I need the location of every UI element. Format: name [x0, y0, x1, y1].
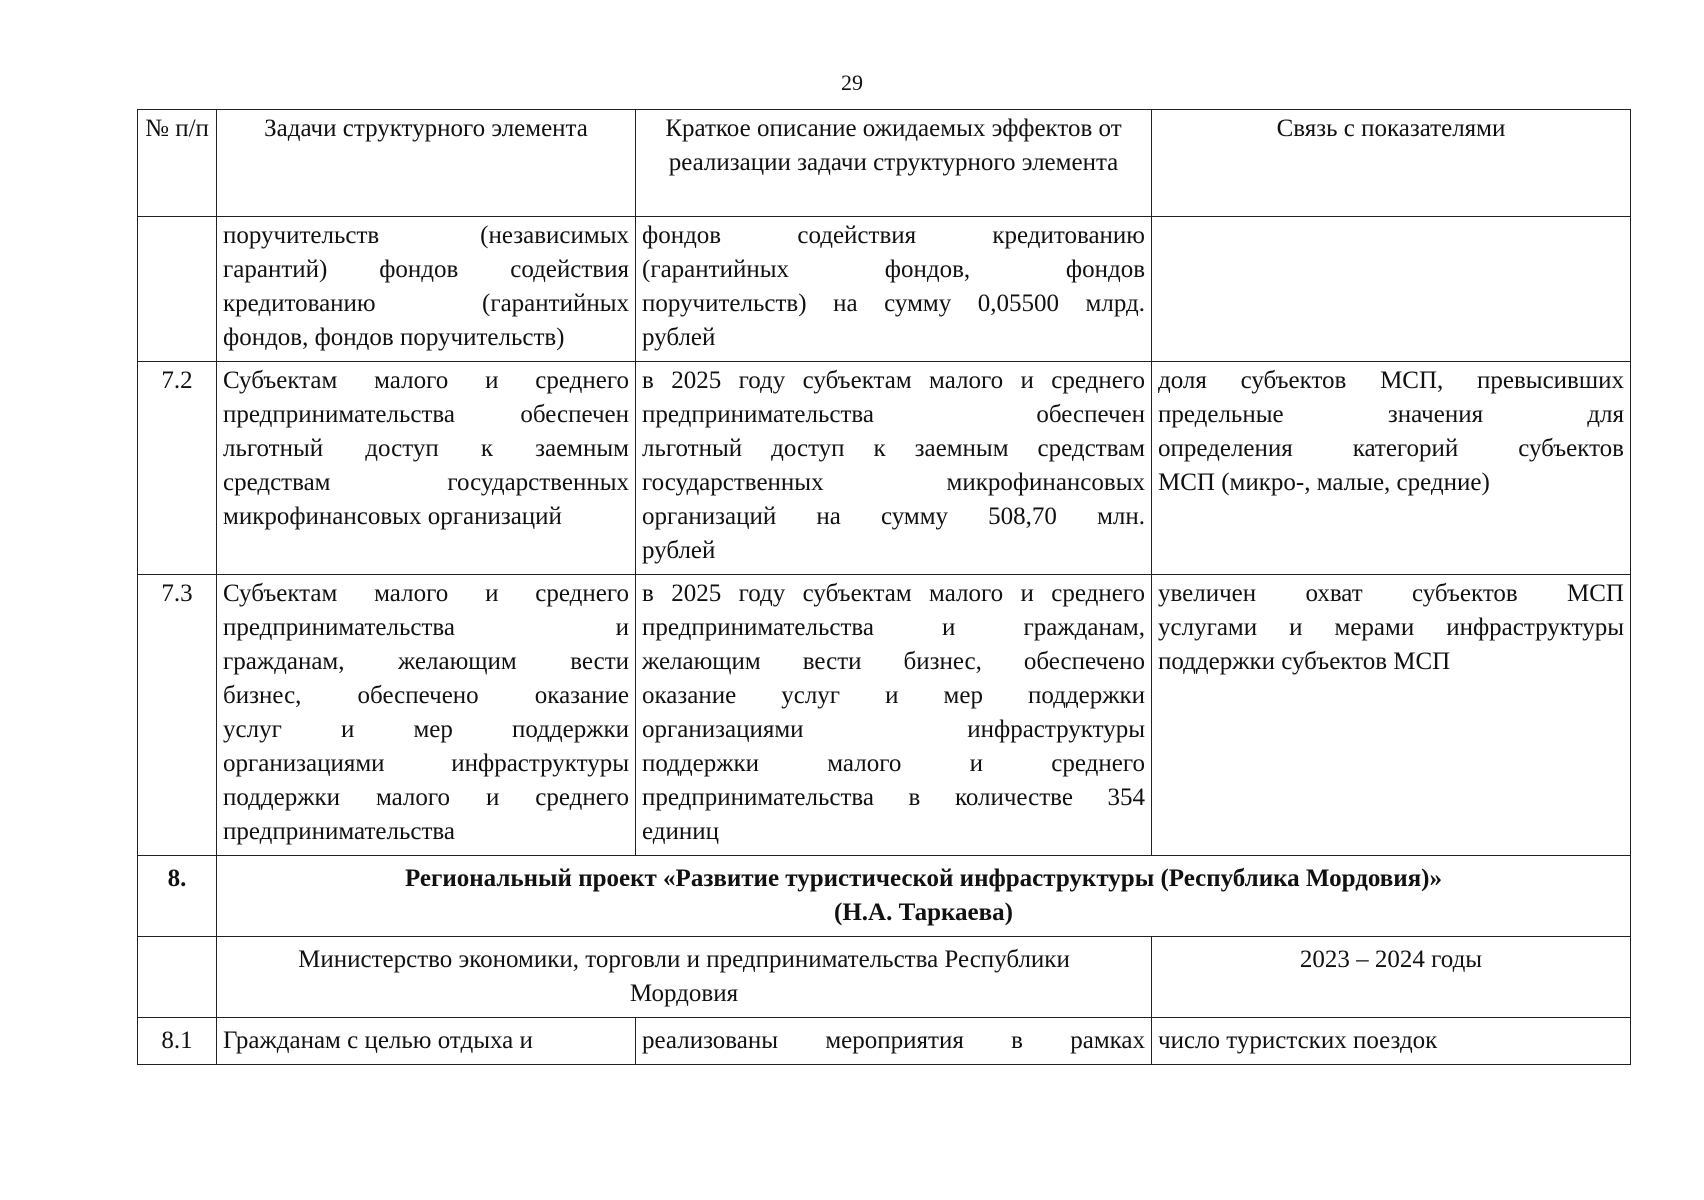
row-effect — [636, 1018, 1152, 1065]
table-header-row — [138, 110, 1631, 217]
row-link — [1152, 362, 1631, 575]
task-line: бизнес, обеспечено оказание — [223, 682, 629, 709]
effect-line: организациями инфраструктуры — [642, 716, 1145, 743]
project-title: Региональный проект «Развитие туристической инфраструктуры (Республика Мордовия)» — [404, 865, 1443, 892]
link-line: определения категорий субъектов — [1158, 435, 1624, 462]
effect-line: поручительств) на сумму 0,05500 млрд. — [642, 290, 1145, 317]
row-link: число туристских поездок — [1152, 1018, 1631, 1065]
task-line: кредитованию (гарантийных — [223, 290, 629, 317]
row-task — [217, 362, 636, 575]
page-number: 29 — [841, 70, 863, 95]
task-line: услуг и мер поддержки — [223, 716, 629, 743]
task-line: гражданам, желающим вести — [223, 648, 629, 675]
task-line: предпринимательства и — [223, 614, 629, 641]
link-line: поддержки субъектов МСП — [1158, 648, 1451, 675]
task-line: поручительств (независимых — [223, 222, 629, 249]
row-task — [217, 575, 636, 856]
row-effect — [636, 217, 1152, 362]
effect-line: в 2025 году субъектам малого и среднего — [642, 580, 1145, 607]
link-line: предельные значения для — [1158, 401, 1624, 428]
task-line: Субъектам малого и среднего — [223, 367, 629, 394]
header-tasks: Задачи структурного элемента — [217, 110, 636, 217]
effect-line: поддержки малого и среднего — [642, 750, 1145, 777]
effect-line: единиц — [642, 818, 720, 845]
task-line: средствам государственных — [223, 469, 629, 496]
task-line: микрофинансовых организаций — [223, 503, 562, 530]
effect-line: предпринимательства в количестве 354 — [642, 784, 1145, 811]
effect-line: организаций на сумму 508,70 млн. — [642, 503, 1145, 530]
structural-elements-table — [137, 109, 1631, 1065]
task-line: Субъектам малого и среднего — [223, 580, 629, 607]
header-effects: Краткое описание ожидаемых эффектов от реализации задачи структурного элемента — [636, 110, 1152, 217]
task-line: предпринимательства — [223, 818, 455, 845]
link-line: увеличен охват субъектов МСП — [1158, 580, 1624, 607]
project-responsible: (Н.А. Таркаева) — [834, 899, 1013, 926]
row-num — [138, 217, 217, 362]
ministry-name: Министерство экономики, торговли и предпринимательства Республики Мордовия — [217, 937, 1152, 1018]
row-num: 8.1 — [138, 1018, 217, 1065]
effect-line: оказание услуг и мер поддержки — [642, 682, 1145, 709]
project-num: 8. — [138, 856, 217, 937]
task-line: гарантий) фондов содействия — [223, 256, 629, 283]
effect-line: рублей — [642, 324, 716, 351]
effect-line: льготный доступ к заемным средствам — [642, 435, 1145, 462]
task-line: поддержки малого и среднего — [223, 784, 629, 811]
task-line: предпринимательства обеспечен — [223, 401, 629, 428]
row-num: 7.3 — [138, 575, 217, 856]
task-line: льготный доступ к заемным — [223, 435, 629, 462]
row-link — [1152, 575, 1631, 856]
table-row — [138, 575, 1631, 856]
task-line: организациями инфраструктуры — [223, 750, 629, 777]
effect-line: реализованы мероприятия в рамках — [642, 1027, 1145, 1054]
table-row — [138, 362, 1631, 575]
row-num: 7.2 — [138, 362, 217, 575]
effect-line: рублей — [642, 537, 716, 564]
row-task — [217, 217, 636, 362]
link-line: услугами и мерами инфраструктуры — [1158, 614, 1624, 641]
effect-line: предпринимательства обеспечен — [642, 401, 1145, 428]
row-effect — [636, 575, 1152, 856]
effect-line: желающим вести бизнес, обеспечено — [642, 648, 1145, 675]
effect-line: (гарантийных фондов, фондов — [642, 256, 1145, 283]
task-line: фондов, фондов поручительств) — [223, 324, 565, 351]
link-line: доля субъектов МСП, превысивших — [1158, 367, 1624, 394]
project-period: 2023 – 2024 годы — [1152, 937, 1631, 1018]
table-row — [138, 1018, 1631, 1065]
table-row — [138, 217, 1631, 362]
effect-line: в 2025 году субъектам малого и среднего — [642, 367, 1145, 394]
header-link: Связь с показателями — [1152, 110, 1631, 217]
effect-line: фондов содействия кредитованию — [642, 222, 1145, 249]
effect-line: предпринимательства и гражданам, — [642, 614, 1145, 641]
effect-line: государственных микрофинансовых — [642, 469, 1145, 496]
project-row — [138, 856, 1631, 937]
header-num: № п/п — [138, 110, 217, 217]
row-link — [1152, 217, 1631, 362]
row-effect — [636, 362, 1152, 575]
ministry-row — [138, 937, 1631, 1018]
ministry-num-empty — [138, 937, 217, 1018]
project-title-cell — [217, 856, 1631, 937]
row-task: Гражданам с целью отдыха и — [217, 1018, 636, 1065]
link-line: МСП (микро-, малые, средние) — [1158, 469, 1490, 496]
